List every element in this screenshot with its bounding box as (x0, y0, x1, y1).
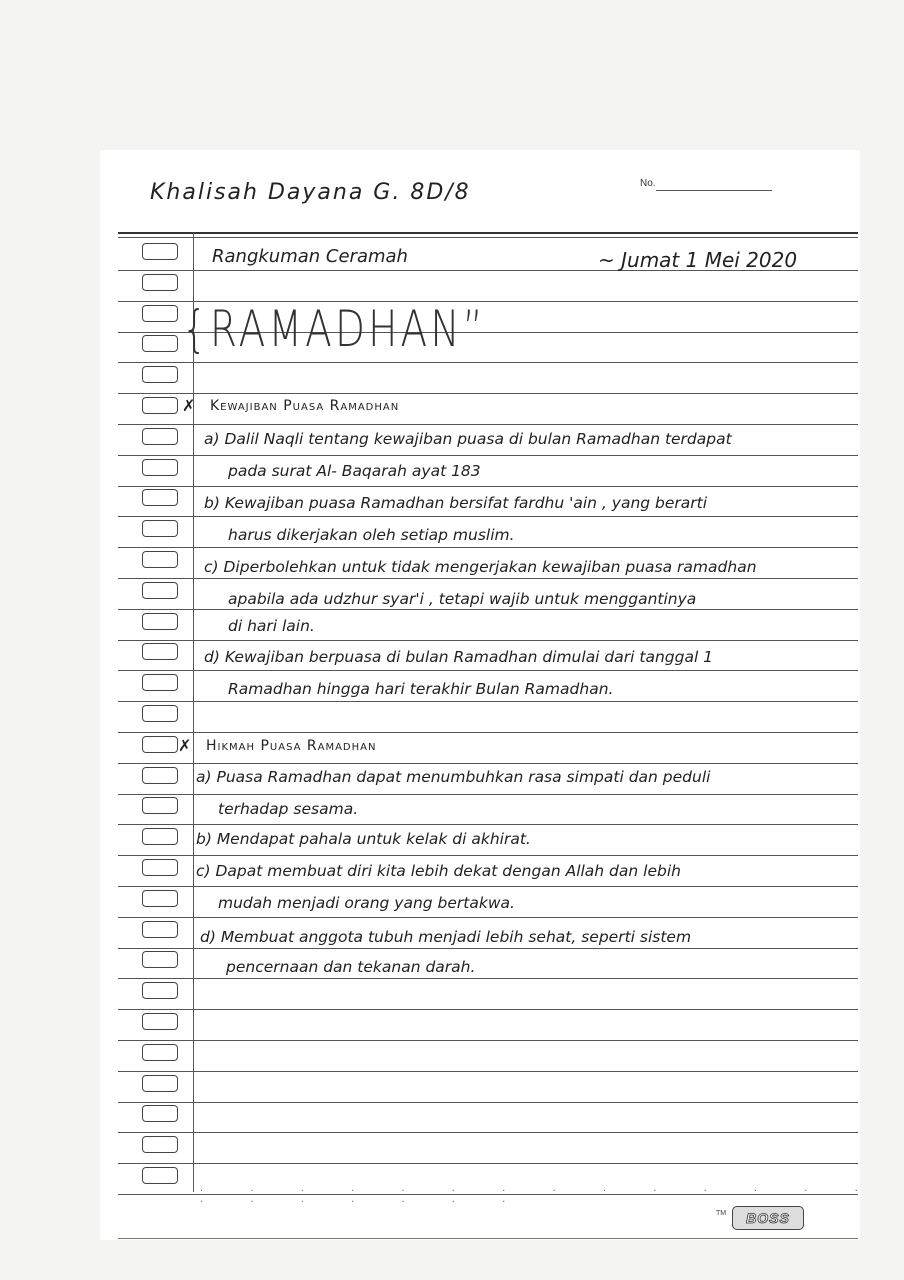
ruled-line (118, 886, 858, 887)
binder-hole (142, 797, 178, 814)
line-text: pencernaan dan tekanan darah. (226, 958, 476, 976)
binder-hole (142, 921, 178, 938)
ruled-line (118, 424, 858, 425)
line-text: harus dikerjakan oleh setiap muslim. (228, 526, 515, 544)
binder-hole (142, 489, 178, 506)
binder-hole (142, 335, 178, 352)
main-title: {RAMADHAN” (182, 300, 486, 358)
ruled-line (118, 1102, 858, 1103)
line-text: b) Kewajiban puasa Ramadhan bersifat fardhu 'ain , yang berarti (204, 494, 708, 512)
dotted-border: · · · · · · · · · · · · · · · · · · · · · (200, 1186, 880, 1208)
subtitle: Rangkuman Ceramah (212, 246, 408, 267)
boss-logo: BOSS (732, 1206, 804, 1230)
line-text: pada surat Al- Baqarah ayat 183 (228, 462, 481, 480)
line-text: a) Puasa Ramadhan dapat menumbuhkan rasa simpati dan peduli (196, 768, 711, 786)
trademark-mark: TM (716, 1210, 727, 1217)
binder-hole (142, 613, 178, 630)
line-text: Ramadhan hingga hari terakhir Bulan Ramadhan. (228, 680, 614, 698)
bullet-mark: ✗ (178, 736, 192, 755)
binder-hole (142, 428, 178, 445)
ruled-line (118, 917, 858, 918)
binder-hole (142, 643, 178, 660)
section-heading: Hikmah Puasa Ramadhan (206, 738, 377, 754)
ruled-line (118, 486, 858, 487)
line-text: apabila ada udzhur syar'i , tetapi wajib untuk menggantinya (228, 590, 697, 608)
ruled-line (118, 1132, 858, 1133)
ruled-line (118, 670, 858, 671)
binder-hole (142, 982, 178, 999)
bullet-mark: ✗ (182, 396, 196, 415)
ruled-line (118, 732, 858, 733)
binder-hole (142, 1167, 178, 1184)
student-name: Khalisah Dayana G. 8D/8 (150, 180, 471, 205)
ruled-line (118, 609, 858, 610)
binder-hole (142, 1136, 178, 1153)
margin-line (193, 232, 194, 1192)
ruled-line (118, 763, 858, 764)
date: ~ Jumat 1 Mei 2020 (598, 248, 798, 272)
ruled-line (118, 455, 858, 456)
ruled-line (118, 948, 858, 949)
binder-hole (142, 1105, 178, 1122)
line-text: a) Dalil Naqli tentang kewajiban puasa di bulan Ramadhan terdapat (204, 430, 732, 448)
ruled-line (118, 1163, 858, 1164)
binder-hole (142, 951, 178, 968)
binder-hole (142, 366, 178, 383)
line-text: c) Dapat membuat diri kita lebih dekat dengan Allah dan lebih (196, 862, 681, 880)
ruled-line (118, 1040, 858, 1041)
ruled-line (118, 855, 858, 856)
binder-hole (142, 859, 178, 876)
line-text: c) Diperbolehkan untuk tidak mengerjakan kewajiban puasa ramadhan (204, 558, 757, 576)
binder-hole (142, 767, 178, 784)
binder-hole (142, 828, 178, 845)
binder-hole (142, 520, 178, 537)
ruled-line (118, 578, 858, 579)
binder-hole (142, 397, 178, 414)
ruled-line (118, 1071, 858, 1072)
ruled-line (118, 516, 858, 517)
binder-hole (142, 705, 178, 722)
ruled-line (118, 547, 858, 548)
line-text: terhadap sesama. (218, 800, 359, 818)
ruled-line (118, 640, 858, 641)
ruled-line (118, 794, 858, 795)
ruled-line (118, 393, 858, 394)
header-rule-2 (118, 237, 858, 238)
ruled-line (118, 824, 858, 825)
binder-hole (142, 243, 178, 260)
page-number-label: No. (640, 178, 656, 189)
section-heading: Kewajiban Puasa Ramadhan (210, 398, 400, 414)
binder-hole (142, 890, 178, 907)
header-rule (118, 232, 858, 234)
ruled-line (118, 362, 858, 363)
binder-hole (142, 305, 178, 322)
line-text: b) Mendapat pahala untuk kelak di akhirat. (196, 830, 531, 848)
binder-hole (142, 1075, 178, 1092)
binder-hole (142, 736, 178, 753)
binder-hole (142, 582, 178, 599)
page-bottom-edge (118, 1238, 858, 1239)
binder-hole (142, 674, 178, 691)
line-text: d) Kewajiban berpuasa di bulan Ramadhan dimulai dari tanggal 1 (204, 648, 714, 666)
binder-hole (142, 459, 178, 476)
ruled-line (118, 978, 858, 979)
line-text: d) Membuat anggota tubuh menjadi lebih sehat, seperti sistem (200, 928, 692, 946)
page-number-line (656, 190, 772, 191)
binder-hole (142, 1013, 178, 1030)
binder-hole (142, 551, 178, 568)
line-text: mudah menjadi orang yang bertakwa. (218, 894, 515, 912)
ruled-line (118, 701, 858, 702)
line-text: di hari lain. (228, 617, 315, 635)
binder-hole (142, 274, 178, 291)
binder-hole (142, 1044, 178, 1061)
ruled-line (118, 1009, 858, 1010)
